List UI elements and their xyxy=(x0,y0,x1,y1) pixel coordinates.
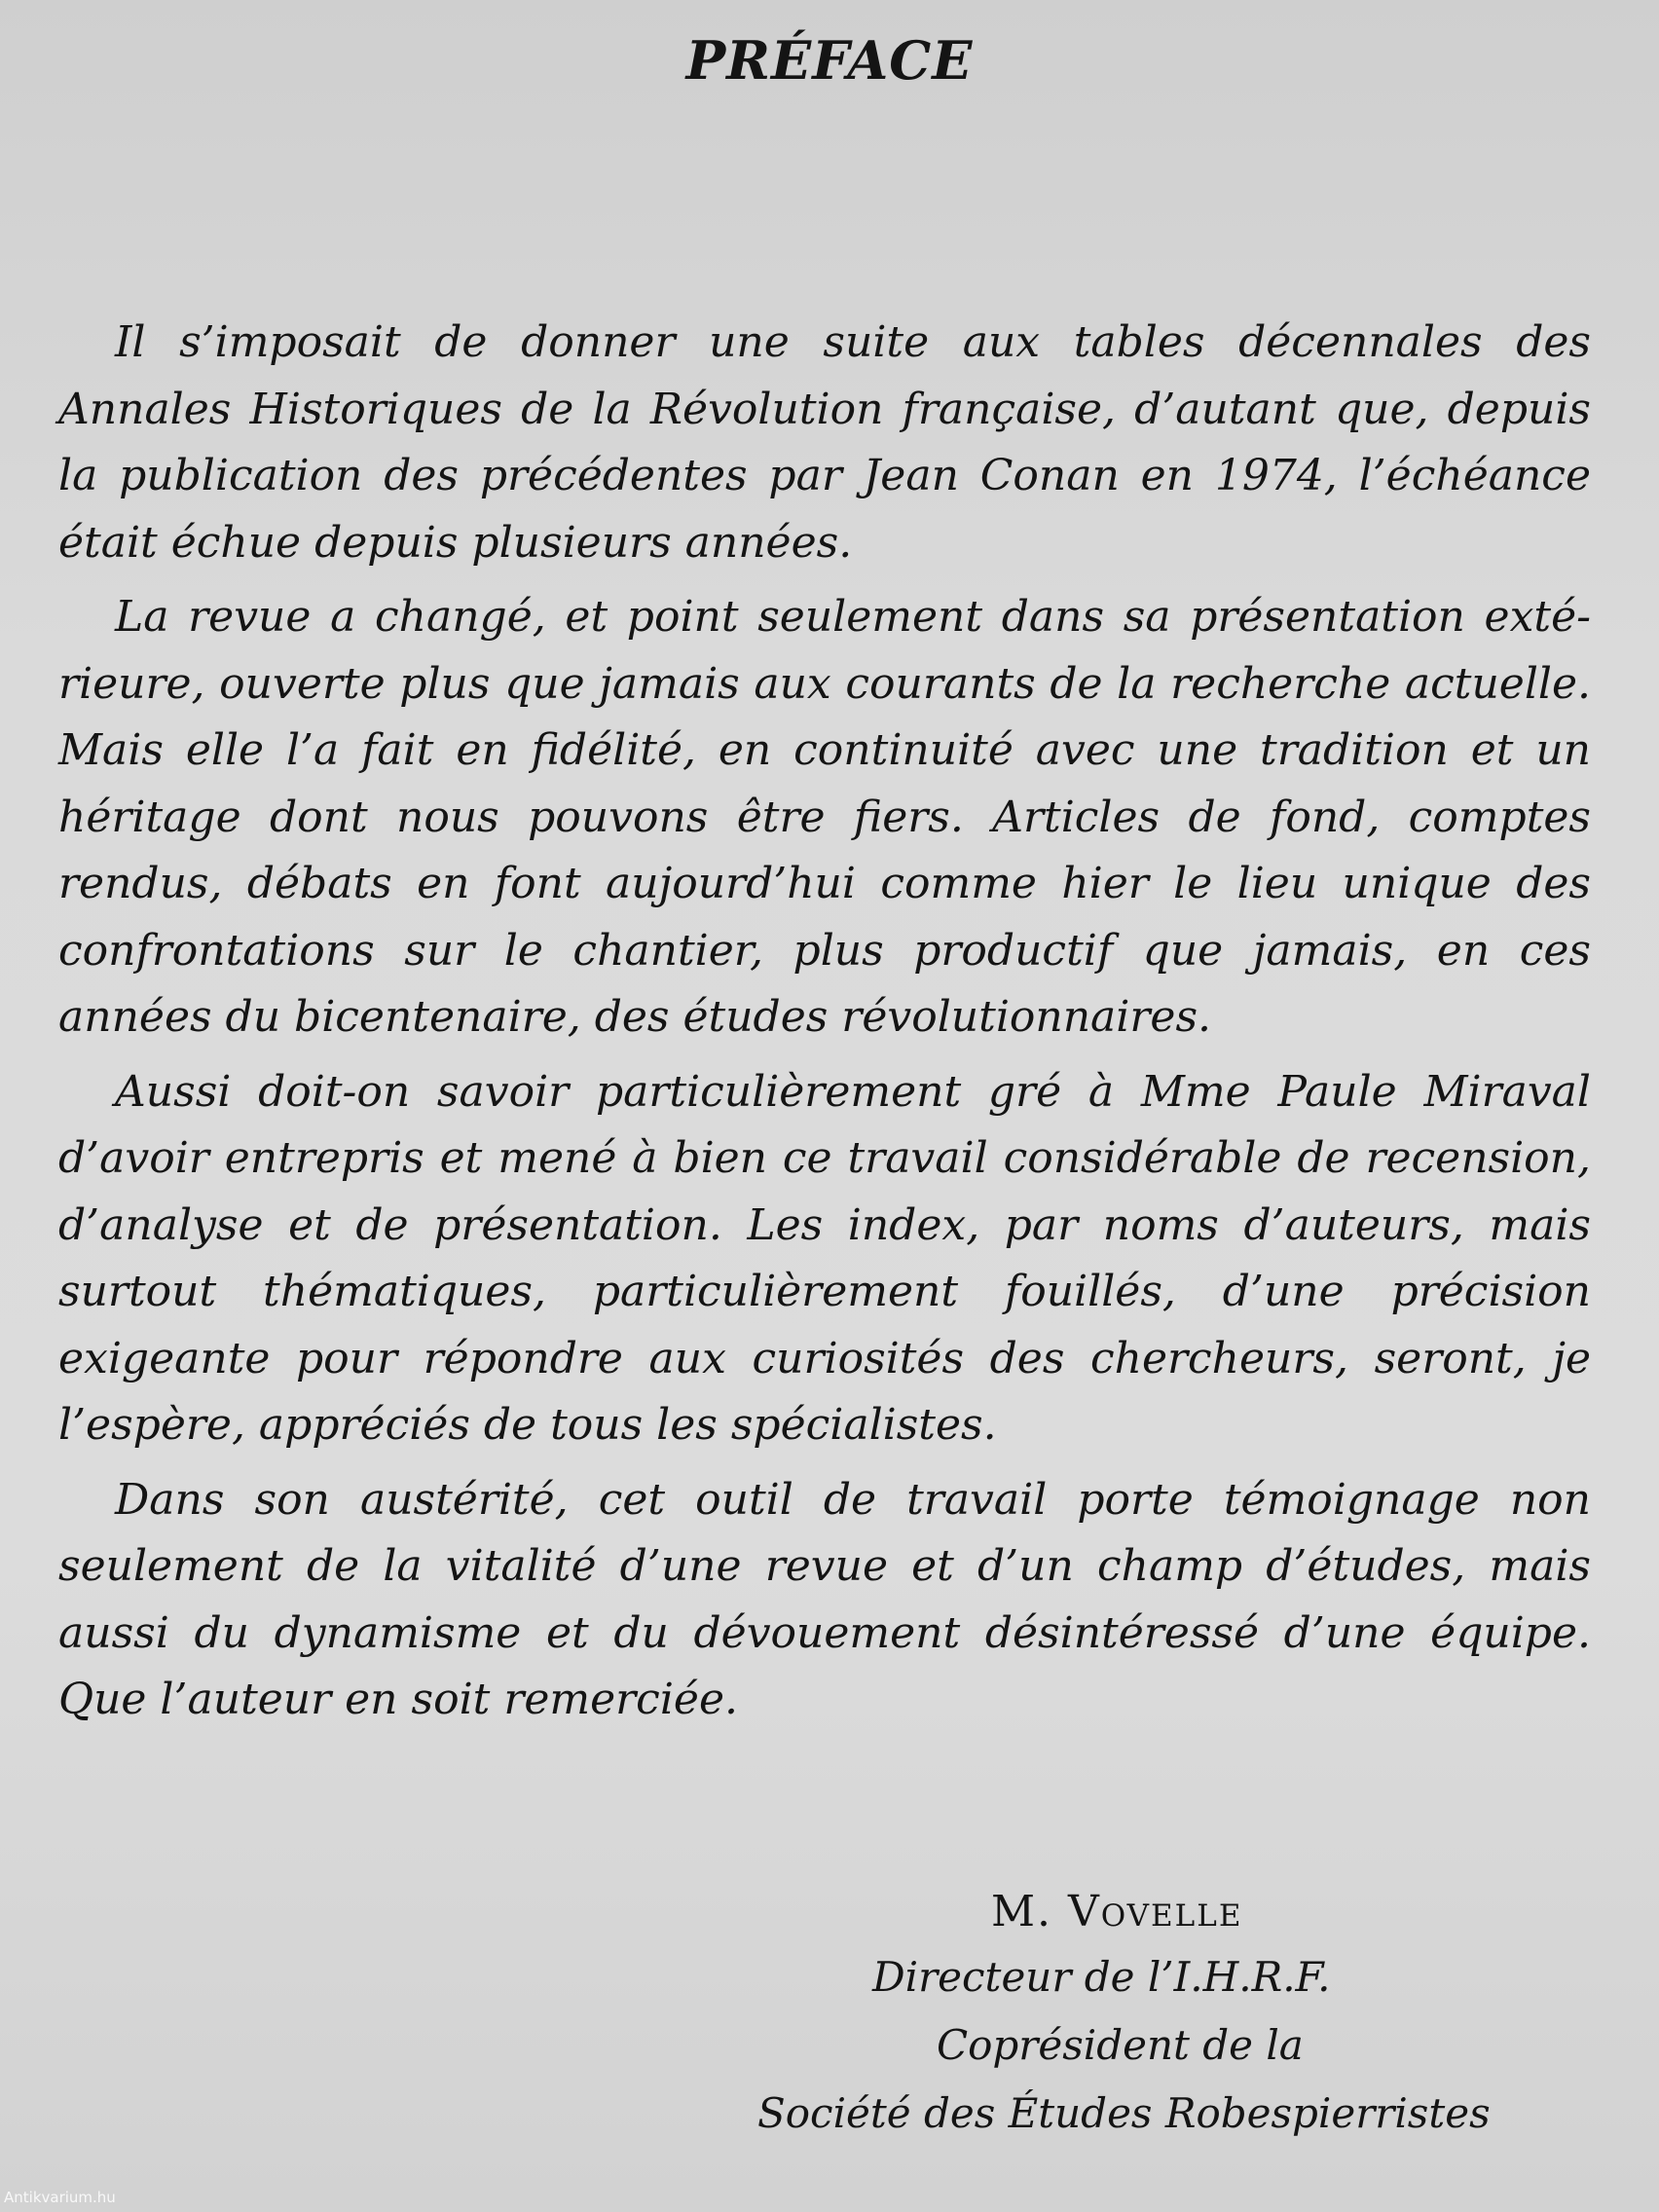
signature-name: M. Vovelle xyxy=(991,1887,1243,1936)
preface-body xyxy=(58,310,1591,1734)
paragraph-1: Il s’imposait de donner une suite aux tables décennales des Annales Historiques de la Révolution française, d’autant que, depuis la publication des précédentes par Jean Conan en 1974, l’échéance était échue depuis plusieurs années. xyxy=(58,317,1591,568)
page-title: PRÉFACE xyxy=(685,29,974,92)
signature-title-3: Société des Études Robespierristes xyxy=(757,2089,1491,2137)
signature-title-1: Directeur de l’I.H.R.F. xyxy=(872,1953,1331,2001)
signature-title-2: Coprésident de la xyxy=(937,2021,1304,2069)
paragraph-2: La revue a changé, et point seulement dans sa présentation extérieure, ouverte plus que jamais aux courants de la recherche actuelle. Mais elle l’a fait en fidélité, en continuité avec une tradition et un héritage dont nous pouvons être fiers. Articles de fond, comptes rendus, débats en font aujourd’hui comme hier le lieu unique des confrontations sur le chantier, plus productif que jamais, en ces années du bicentenaire, des études révolutionnaires. xyxy=(58,592,1591,1042)
watermark: Antikvarium.hu xyxy=(4,2189,116,2206)
paragraph-4: Dans son austérité, cet outil de travail porte témoignage non seulement de la vitalité d’une revue et d’un champ d’études, mais aussi du dynamisme et du dévouement désintéressé d’une équipe. Que l’auteur en soit remerciée. xyxy=(58,1474,1591,1724)
paragraph-3: Aussi doit-on savoir particulièrement gré à Mme Paule Miraval d’avoir entrepris et mené à bien ce travail considérable de recension, d’analyse et de présentation. Les index, par noms d’auteurs, mais surtout thématiques, particulièrement fouillés, d’une précision exigeante pour répondre aux curiosités des chercheurs, seront, je l’espère, appréciés de tous les spécialistes. xyxy=(58,1066,1591,1450)
